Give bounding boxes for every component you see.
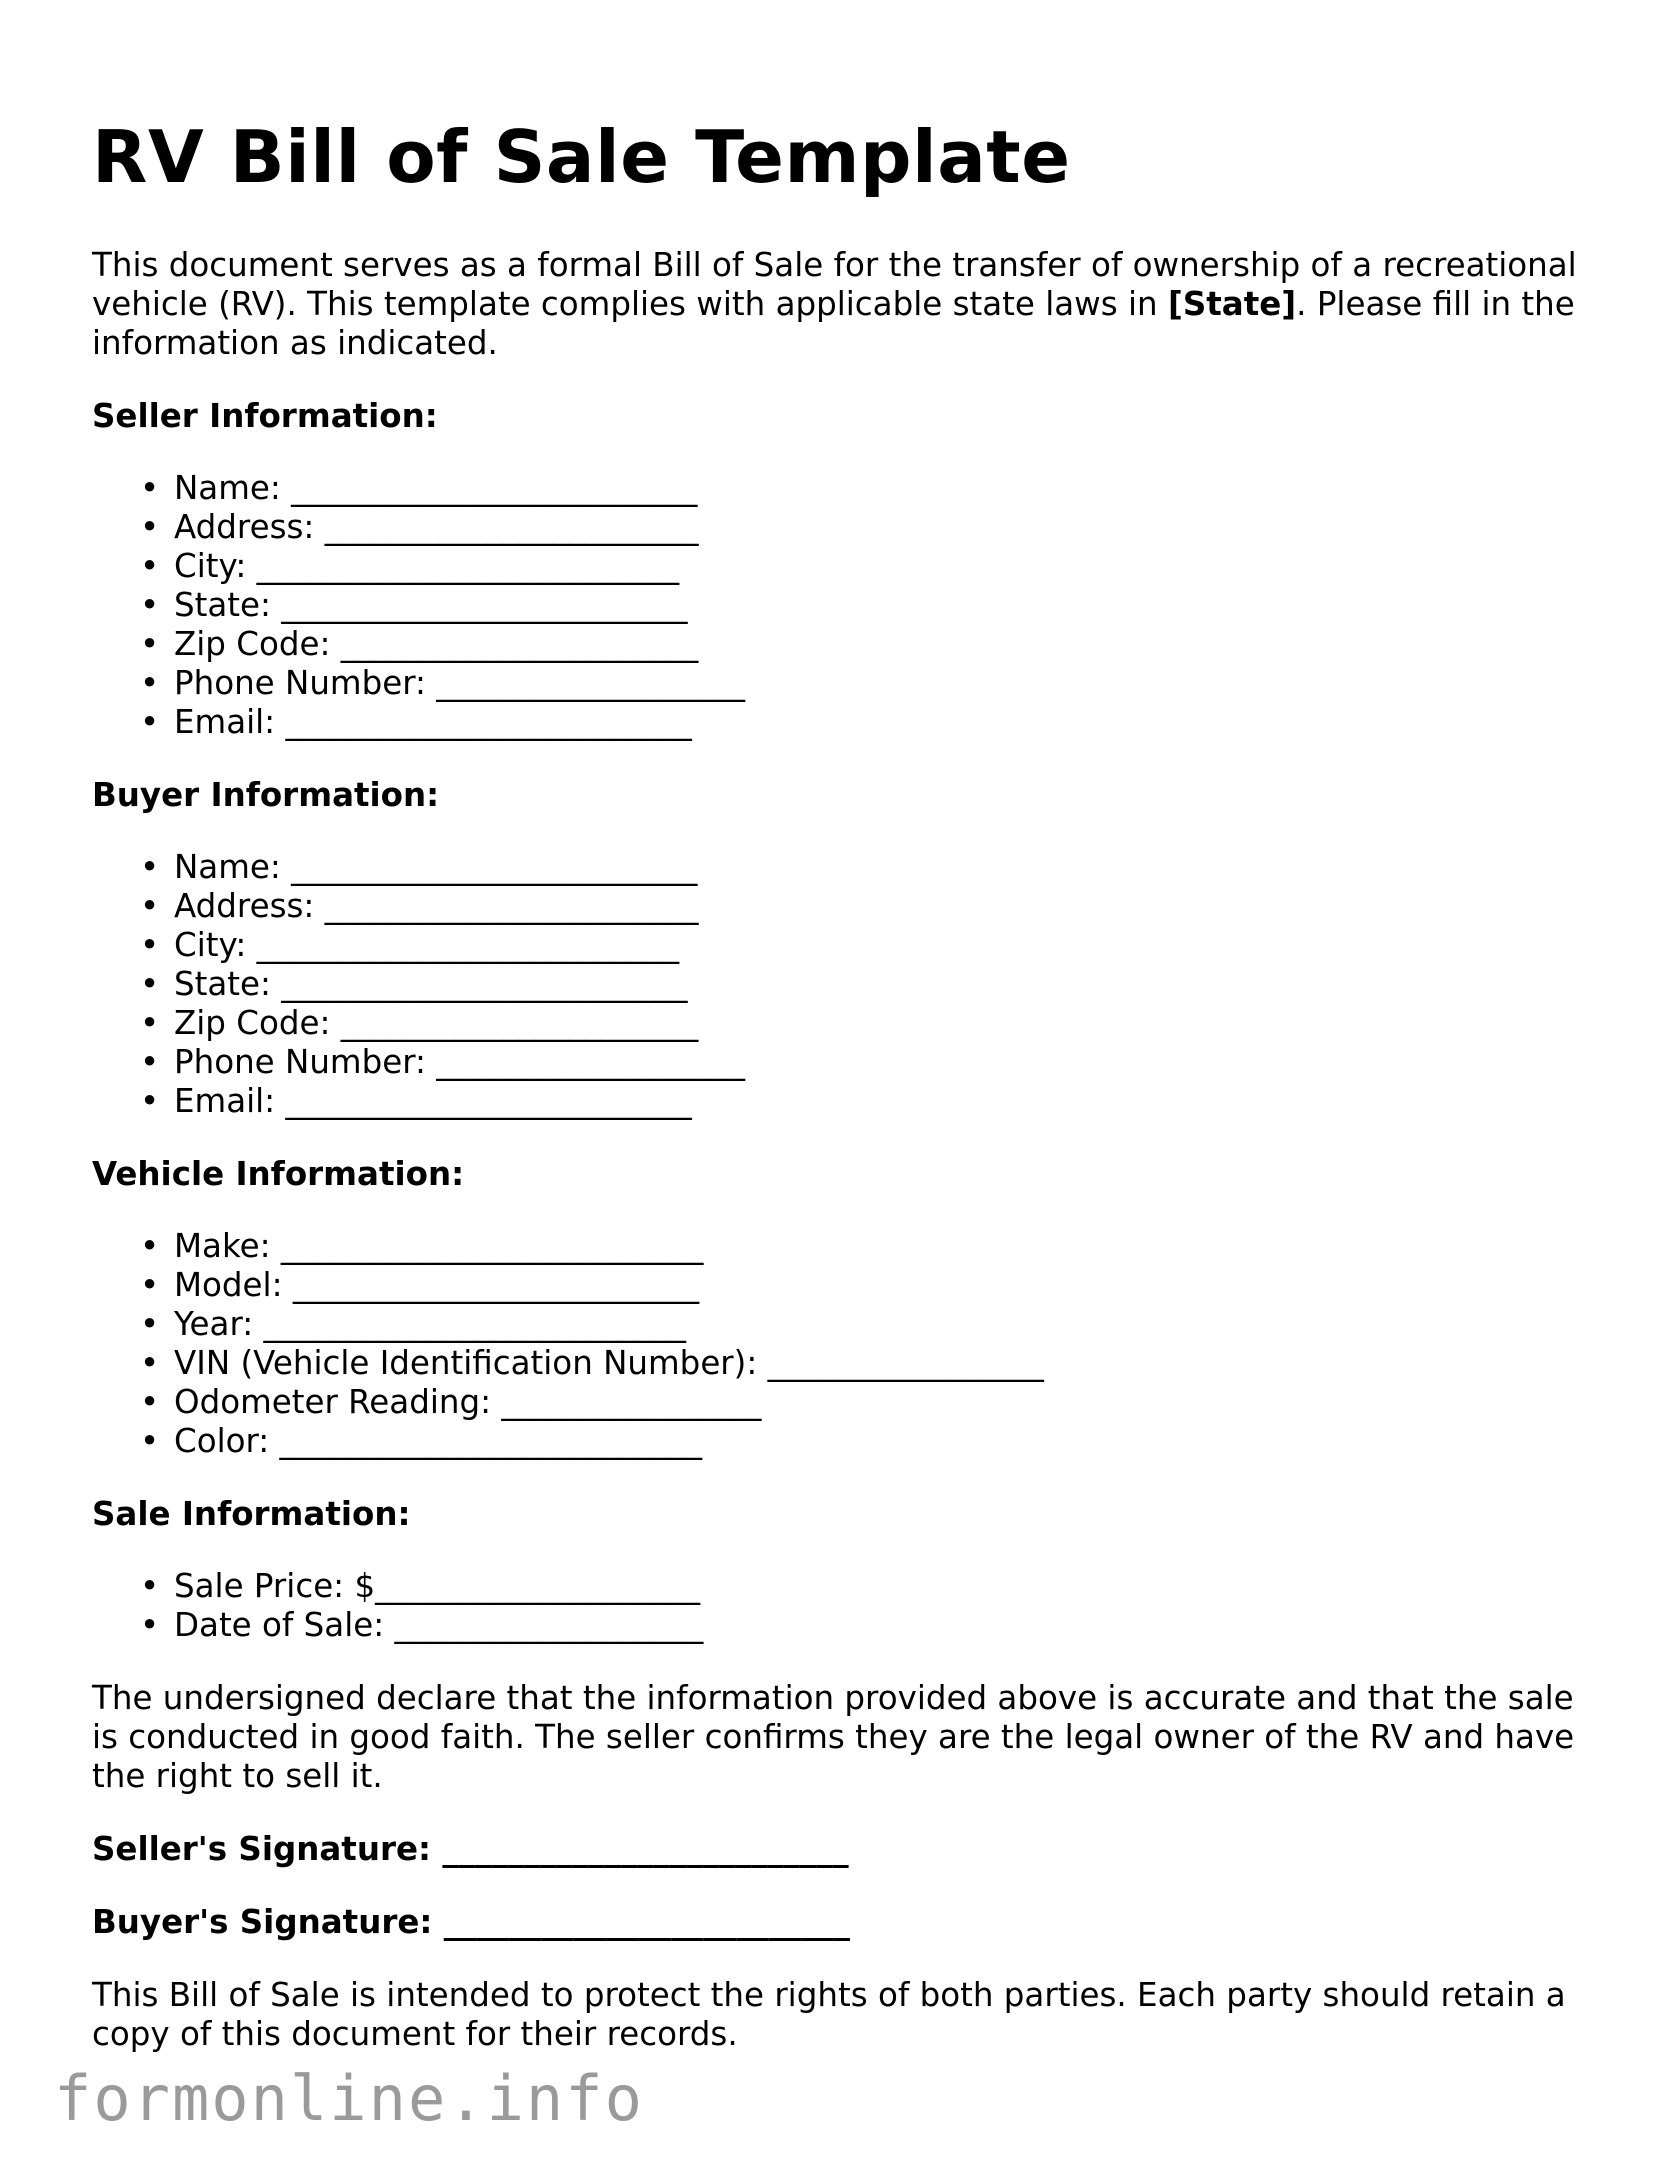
seller-zip-field[interactable]: • Zip Code: ______________________ bbox=[140, 625, 699, 663]
buyer-field-list bbox=[92, 848, 1592, 1121]
buyer-name-field[interactable]: • Name: _________________________ bbox=[140, 848, 698, 886]
declaration-paragraph: The undersigned declare that the information provided above is accurate and that the sale is conducted in good faith. The seller confirms they are the legal owner of the RV and have the right to sell it. bbox=[92, 1679, 1575, 1795]
sale-field-list bbox=[92, 1567, 1592, 1645]
bullet: • bbox=[140, 1606, 160, 1644]
buyer-email-field[interactable]: • Email: _________________________ bbox=[140, 1082, 692, 1120]
bullet: • bbox=[140, 508, 160, 546]
intro-text-after: . Please fill in the information as indicated. bbox=[92, 285, 1575, 362]
buyer-section-heading: Buyer Information: bbox=[92, 776, 440, 814]
closing-paragraph: This Bill of Sale is intended to protect the rights of both parties. Each party should retain a copy of this document for their records. bbox=[92, 1976, 1566, 2053]
bullet: • bbox=[140, 1344, 160, 1382]
vehicle-section-heading: Vehicle Information: bbox=[92, 1155, 465, 1193]
vehicle-odometer-field[interactable]: • Odometer Reading: ________________ bbox=[140, 1383, 762, 1421]
vehicle-model-field[interactable]: • Model: _________________________ bbox=[140, 1266, 700, 1304]
bullet: • bbox=[140, 1004, 160, 1042]
seller-signature-line[interactable]: Seller's Signature: _________________________ bbox=[92, 1830, 849, 1868]
bullet: • bbox=[140, 469, 160, 507]
vehicle-vin-field[interactable]: • VIN (Vehicle Identification Number): _________________ bbox=[140, 1344, 1044, 1382]
buyer-zip-field[interactable]: • Zip Code: ______________________ bbox=[140, 1004, 699, 1042]
seller-name-field[interactable]: • Name: _________________________ bbox=[140, 469, 698, 507]
bullet: • bbox=[140, 1082, 160, 1120]
vehicle-field-list bbox=[92, 1227, 1592, 1461]
bullet: • bbox=[140, 586, 160, 624]
bullet: • bbox=[140, 1383, 160, 1421]
page-title: RV Bill of Sale Template bbox=[92, 115, 1071, 199]
seller-field-list bbox=[92, 469, 1592, 742]
bullet: • bbox=[140, 848, 160, 886]
seller-state-field[interactable]: • State: _________________________ bbox=[140, 586, 688, 624]
bullet: • bbox=[140, 1043, 160, 1081]
intro-text-before: This document serves as a formal Bill of Sale for the transfer of ownership of a recreational vehicle (RV). This template complies with applicable state laws in bbox=[92, 246, 1577, 323]
vehicle-make-field[interactable]: • Make: __________________________ bbox=[140, 1227, 704, 1265]
sale-price-field[interactable]: • Sale Price: $____________________ bbox=[140, 1567, 701, 1605]
bullet: • bbox=[140, 664, 160, 702]
bullet: • bbox=[140, 1422, 160, 1460]
bullet: • bbox=[140, 887, 160, 925]
buyer-phone-field[interactable]: • Phone Number: ___________________ bbox=[140, 1043, 746, 1081]
seller-city-field[interactable]: • City: __________________________ bbox=[140, 547, 680, 585]
seller-phone-field[interactable]: • Phone Number: ___________________ bbox=[140, 664, 746, 702]
bullet: • bbox=[140, 1567, 160, 1605]
bullet: • bbox=[140, 547, 160, 585]
buyer-city-field[interactable]: • City: __________________________ bbox=[140, 926, 680, 964]
vehicle-color-field[interactable]: • Color: __________________________ bbox=[140, 1422, 703, 1460]
bullet: • bbox=[140, 926, 160, 964]
document-page bbox=[92, 112, 1592, 2054]
buyer-signature-line[interactable]: Buyer's Signature: _________________________ bbox=[92, 1903, 850, 1941]
bullet: • bbox=[140, 625, 160, 663]
bullet: • bbox=[140, 1266, 160, 1304]
seller-email-field[interactable]: • Email: _________________________ bbox=[140, 703, 692, 741]
buyer-address-field[interactable]: • Address: _______________________ bbox=[140, 887, 699, 925]
watermark: formonline.info bbox=[54, 2062, 644, 2135]
bullet: • bbox=[140, 1227, 160, 1265]
bullet: • bbox=[140, 965, 160, 1003]
state-placeholder: [State] bbox=[1167, 285, 1297, 323]
sale-section-heading: Sale Information: bbox=[92, 1495, 411, 1533]
bullet: • bbox=[140, 1305, 160, 1343]
buyer-state-field[interactable]: • State: _________________________ bbox=[140, 965, 688, 1003]
seller-section-heading: Seller Information: bbox=[92, 397, 438, 435]
vehicle-year-field[interactable]: • Year: __________________________ bbox=[140, 1305, 687, 1343]
seller-address-field[interactable]: • Address: _______________________ bbox=[140, 508, 699, 546]
intro-paragraph bbox=[92, 246, 1592, 363]
sale-date-field[interactable]: • Date of Sale: ___________________ bbox=[140, 1606, 704, 1644]
bullet: • bbox=[140, 703, 160, 741]
